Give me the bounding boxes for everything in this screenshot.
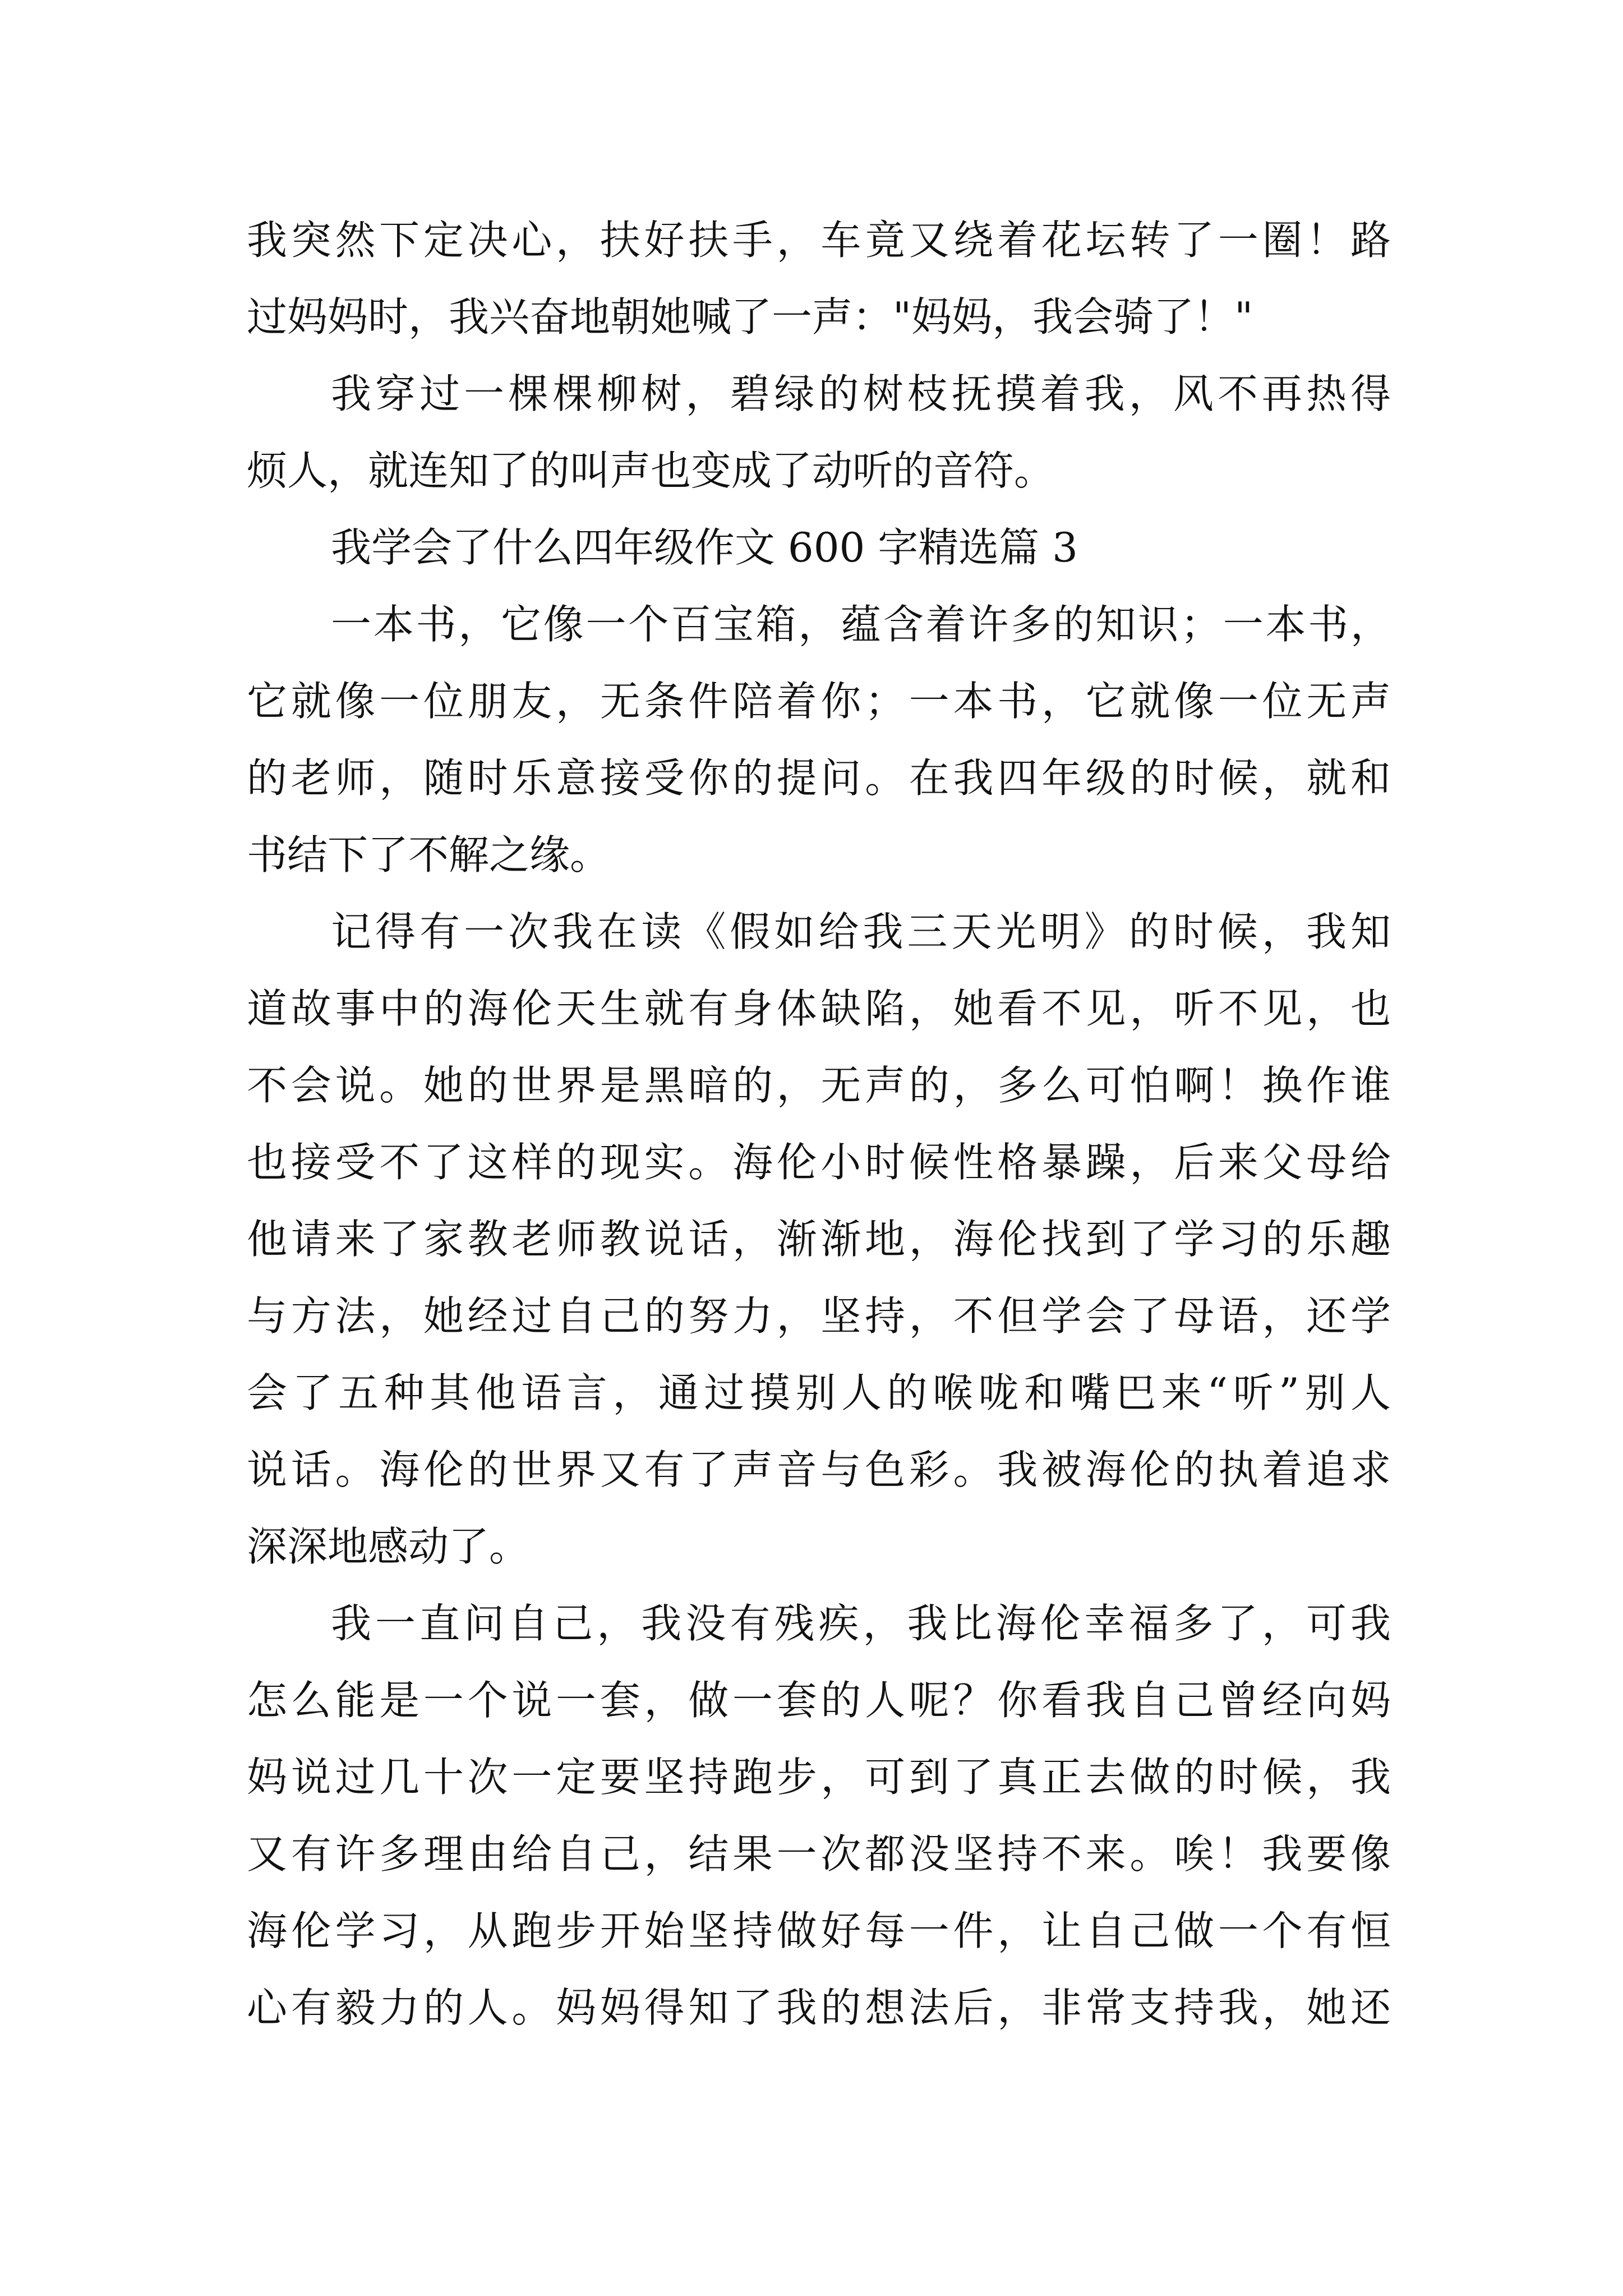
text-line: 我突然下定决心，扶好扶手，车竟又绕着花坛转了一圈！路 xyxy=(247,217,1391,264)
text-line: 心有毅力的人。妈妈得知了我的想法后，非常支持我，她还 xyxy=(247,1984,1391,2031)
text-line: 会了五种其他语言，通过摸别人的喉咙和嘴巴来“听”别人 xyxy=(247,1369,1391,1416)
text-line: 烦人，就连知了的叫声也变成了动听的音符。 xyxy=(247,447,1055,494)
text-line: 记得有一次我在读《假如给我三天光明》的时候，我知 xyxy=(331,908,1391,955)
text-line: 与方法，她经过自己的努力，坚持，不但学会了母语，还学 xyxy=(247,1292,1391,1340)
text-line: 也接受不了这样的现实。海伦小时候性格暴躁，后来父母给 xyxy=(247,1139,1391,1186)
text-line: 怎么能是一个说一套，做一套的人呢？你看我自己曾经向妈 xyxy=(247,1677,1391,1724)
text-line: 他请来了家教老师教说话，渐渐地，海伦找到了学习的乐趣 xyxy=(247,1216,1391,1263)
text-line: 深深地感动了。 xyxy=(247,1523,530,1570)
text-line: 道故事中的海伦天生就有身体缺陷，她看不见，听不见，也 xyxy=(247,985,1391,1032)
text-line: 它就像一位朋友，无条件陪着你；一本书，它就像一位无声 xyxy=(247,678,1391,725)
text-line: 海伦学习，从跑步开始坚持做好每一件，让自己做一个有恒 xyxy=(247,1907,1391,1954)
text-line: 不会说。她的世界是黑暗的，无声的，多么可怕啊！换作谁 xyxy=(247,1062,1391,1109)
text-line: 过妈妈时，我兴奋地朝她喊了一声："妈妈，我会骑了！" xyxy=(247,293,1253,341)
text-line: 一本书，它像一个百宝箱，蕴含着许多的知识；一本书， xyxy=(331,601,1391,648)
text-line: 妈说过几十次一定要坚持跑步，可到了真正去做的时候，我 xyxy=(247,1754,1391,1801)
text-line: 我穿过一棵棵柳树，碧绿的树枝抚摸着我，风不再热得 xyxy=(331,370,1391,417)
text-line: 书结下了不解之缘。 xyxy=(247,831,611,878)
text-line: 说话。海伦的世界又有了声音与色彩。我被海伦的执着追求 xyxy=(247,1446,1391,1493)
document-body xyxy=(247,202,1391,2046)
text-line: 我一直问自己，我没有残疾，我比海伦幸福多了，可我 xyxy=(331,1600,1391,1647)
text-line: 的老师，随时乐意接受你的提问。在我四年级的时候，就和 xyxy=(247,754,1391,802)
text-line: 我学会了什么四年级作文 600 字精选篇 3 xyxy=(331,524,1078,571)
text-line: 又有许多理由给自己，结果一次都没坚持不来。唉！我要像 xyxy=(247,1830,1391,1878)
